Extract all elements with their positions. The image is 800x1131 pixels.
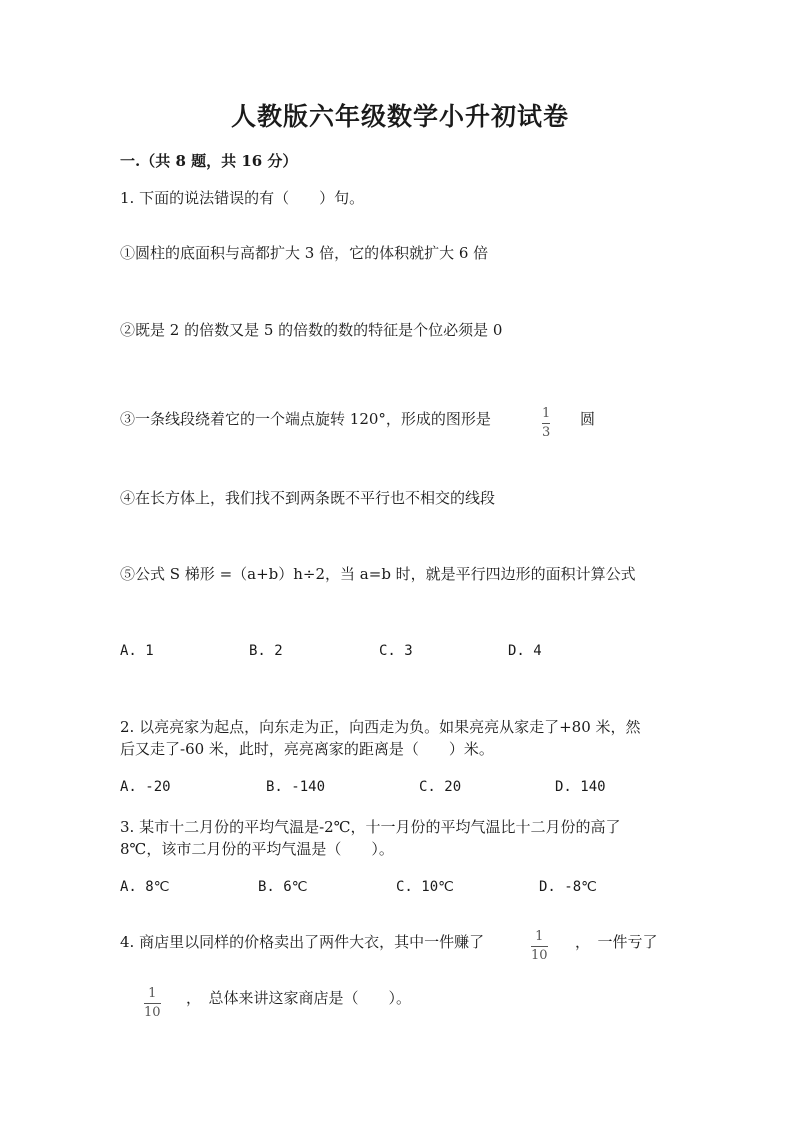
q2-line-1: 2. 以亮亮家为起点，向东走为正，向西走为负。如果亮亮从家走了+80 米，然 <box>120 718 641 736</box>
q1-option-a: A. 1 <box>120 643 154 659</box>
fraction-denominator: 10 <box>531 948 548 963</box>
page-title: 人教版六年级数学小升初试卷 <box>230 102 569 131</box>
q2-line-2: 后又走了-60 米，此时，亮亮离家的距离是（ ）米。 <box>120 740 494 758</box>
q1-option-d: D. 4 <box>508 643 542 659</box>
q1-statement-1: ①圆柱的底面积与高都扩大 3 倍，它的体积就扩大 6 倍 <box>120 244 489 262</box>
section-heading: 一.（共 8 题，共 16 分） <box>120 152 298 170</box>
q1-statement-3-suffix: 圆 <box>580 410 596 428</box>
q1-statement-3 <box>120 409 491 429</box>
fraction-numerator: 1 <box>535 929 544 944</box>
q4-fraction-2 <box>144 982 161 1020</box>
q1-fraction <box>542 402 550 440</box>
q4-text-post: ， 总体来讲这家商店是（ ）。 <box>186 989 412 1007</box>
q2-option-d: D. 140 <box>555 779 606 795</box>
fraction-numerator: 1 <box>542 406 551 421</box>
q1-statement-4: ④在长方体上，我们找不到两条既不平行也不相交的线段 <box>120 489 496 507</box>
q1-option-c: C. 3 <box>379 643 413 659</box>
q1-statement-2: ②既是 2 的倍数又是 5 的倍数的数的特征是个位必须是 0 <box>120 321 503 339</box>
q4-text-pre: 4. 商店里以同样的价格卖出了两件大衣，其中一件赚了 <box>120 933 485 951</box>
q3-option-c: C. 10℃ <box>396 879 454 895</box>
q4-fraction-1 <box>531 925 548 963</box>
q3-line-1: 3. 某市十二月份的平均气温是-2℃，十一月份的平均气温比十二月份的高了 <box>120 818 621 836</box>
q3-option-b: B. 6℃ <box>258 879 308 895</box>
fraction-denominator: 10 <box>144 1005 161 1020</box>
fraction-numerator: 1 <box>148 986 157 1001</box>
q3-option-a: A. 8℃ <box>120 879 170 895</box>
q1-option-b: B. 2 <box>249 643 283 659</box>
q1-stem: 1. 下面的说法错误的有（ ）句。 <box>120 189 365 207</box>
q4-text-mid: ， 一件亏了 <box>575 933 658 951</box>
q3-option-d: D. -8℃ <box>539 879 597 895</box>
fraction-denominator: 3 <box>542 425 551 440</box>
q1-statement-5: ⑤公式 S 梯形 =（a+b）h÷2，当 a=b 时，就是平行四边形的面积计算公式 <box>120 565 636 583</box>
q3-line-2: 8℃，该市二月份的平均气温是（ ）。 <box>120 840 394 858</box>
q2-option-b: B. -140 <box>266 779 326 795</box>
q2-option-a: A. -20 <box>120 779 171 795</box>
q2-option-c: C. 20 <box>419 779 462 795</box>
q1-statement-3-text: ③一条线段绕着它的一个端点旋转 120°，形成的图形是 <box>120 410 491 428</box>
